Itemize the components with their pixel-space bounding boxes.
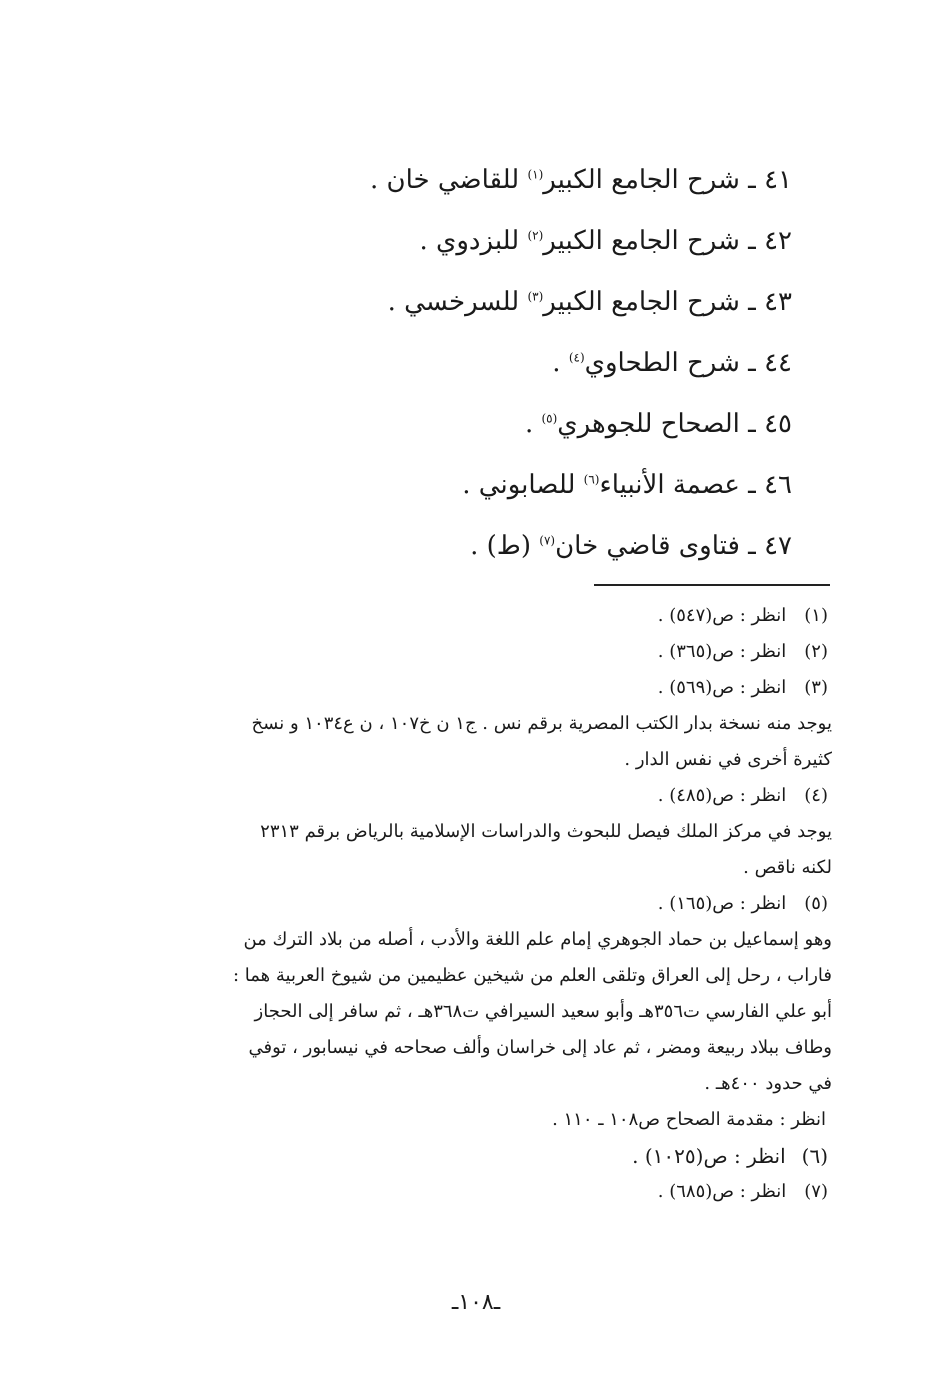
item-author: .	[524, 409, 542, 439]
item-number: ٤٤ ـ	[748, 348, 792, 378]
footnote-6	[120, 1138, 832, 1174]
item-title: شرح الطحاوي	[584, 348, 740, 378]
item-number: ٤٢ ـ	[748, 226, 792, 256]
footnote-ref[interactable]: (٧)	[539, 533, 556, 548]
footnote-5	[120, 886, 832, 922]
footnote-marker: (٦)	[801, 1144, 828, 1168]
footnote-4	[120, 778, 832, 814]
item-number: ٤٧ ـ	[748, 531, 792, 561]
item-number: ٤٣ ـ	[748, 287, 792, 317]
footnote-body-line: كثيرة أخرى في نفس الدار .	[624, 749, 832, 770]
item-number: ٤١ ـ	[748, 165, 792, 195]
page-number: ـ١٠٨ـ	[451, 1290, 501, 1315]
footnote-separator	[594, 584, 830, 586]
footnote-reference-line: انظر : مقدمة الصحاح ص١٠٨ ـ ١١٠ .	[552, 1109, 826, 1130]
item-number: ٤٥ ـ	[748, 409, 792, 439]
footnote-text: انظر : ص(٦٨٥) .	[657, 1181, 787, 1202]
item-author: للسرخسي .	[387, 287, 528, 317]
item-author: للبزدوي .	[419, 226, 528, 256]
item-title: شرح الجامع الكبير	[543, 165, 740, 195]
item-author: للصابوني .	[462, 470, 584, 500]
footnote-ref[interactable]: (٣)	[527, 289, 544, 304]
footnotes-section	[120, 598, 832, 1210]
footnote-text: انظر : ص(١٦٥) .	[657, 893, 787, 914]
footnote-ref[interactable]: (٢)	[527, 228, 544, 243]
footnote-text: انظر : ص(٥٤٧) .	[657, 605, 787, 626]
footnote-body-line: في حدود ٤٠٠هـ .	[704, 1073, 832, 1094]
footnote-ref[interactable]: (١)	[527, 167, 544, 182]
item-title: فتاوى قاضي خان	[555, 531, 740, 561]
list-item	[232, 150, 792, 211]
footnote-body-line: وهو إسماعيل بن حماد الجوهري إمام علم اللغة والأدب ، أصله من بلاد الترك من	[243, 929, 832, 950]
footnote-marker: (٢)	[804, 641, 828, 662]
list-item	[232, 272, 792, 333]
footnote-text: انظر : ص(١٠٢٥) .	[632, 1144, 786, 1168]
item-title: عصمة الأنبياء	[599, 470, 740, 500]
item-author: .	[552, 348, 569, 378]
footnote-body-line: وطاف ببلاد ربيعة ومضر ، ثم عاد إلى خراسان وألف صحاحه في نيسابور ، توفي	[248, 1037, 832, 1058]
footnote-body-line: أبو علي الفارسي ت٣٥٦هـ وأبو سعيد السيرافي ت٣٦٨هـ ، ثم سافر إلى الحجاز	[254, 1001, 832, 1022]
footnote-text: انظر : ص(٥٦٩) .	[657, 677, 787, 698]
footnote-body-line: فاراب ، رحل إلى العراق وتلقى العلم من شيخين عظيمين من شيوخ العربية هما :	[232, 965, 832, 986]
list-item	[232, 455, 792, 516]
footnote-3	[120, 670, 832, 706]
item-title: الصحاح للجوهري	[557, 409, 740, 439]
item-author: للقاضي خان .	[369, 165, 528, 195]
footnote-marker: (٥)	[804, 893, 828, 914]
footnote-body-line: يوجد منه نسخة بدار الكتب المصرية برقم نس . ج١ ن خ١٠٧ ، ن ع١٠٣٤ و نسخ	[251, 713, 832, 734]
footnote-marker: (٣)	[804, 677, 828, 698]
footnote-marker: (٧)	[804, 1181, 828, 1202]
footnote-text: انظر : ص(٤٨٥) .	[657, 785, 787, 806]
footnote-body-line: لكنه ناقص .	[743, 857, 832, 878]
item-number: ٤٦ ـ	[748, 470, 792, 500]
footnote-1	[120, 598, 832, 634]
footnote-ref[interactable]: (٥)	[541, 411, 558, 426]
footnote-body-line: يوجد في مركز الملك فيصل للبحوث والدراسات الإسلامية بالرياض برقم ٢٣١٣	[260, 821, 832, 842]
footnote-text: انظر : ص(٣٦٥) .	[657, 641, 787, 662]
footnote-marker: (١)	[804, 605, 828, 626]
item-title: شرح الجامع الكبير	[543, 287, 740, 317]
list-item	[232, 333, 792, 394]
book-list	[232, 150, 792, 577]
footnote-ref[interactable]: (٤)	[568, 350, 585, 365]
list-item	[232, 211, 792, 272]
footnote-2	[120, 634, 832, 670]
footnote-7	[120, 1174, 832, 1210]
footnote-marker: (٤)	[804, 785, 828, 806]
item-author: (ط) .	[470, 531, 540, 561]
list-item	[232, 394, 792, 455]
item-title: شرح الجامع الكبير	[543, 226, 740, 256]
list-item	[232, 516, 792, 577]
footnote-ref[interactable]: (٦)	[583, 472, 600, 487]
